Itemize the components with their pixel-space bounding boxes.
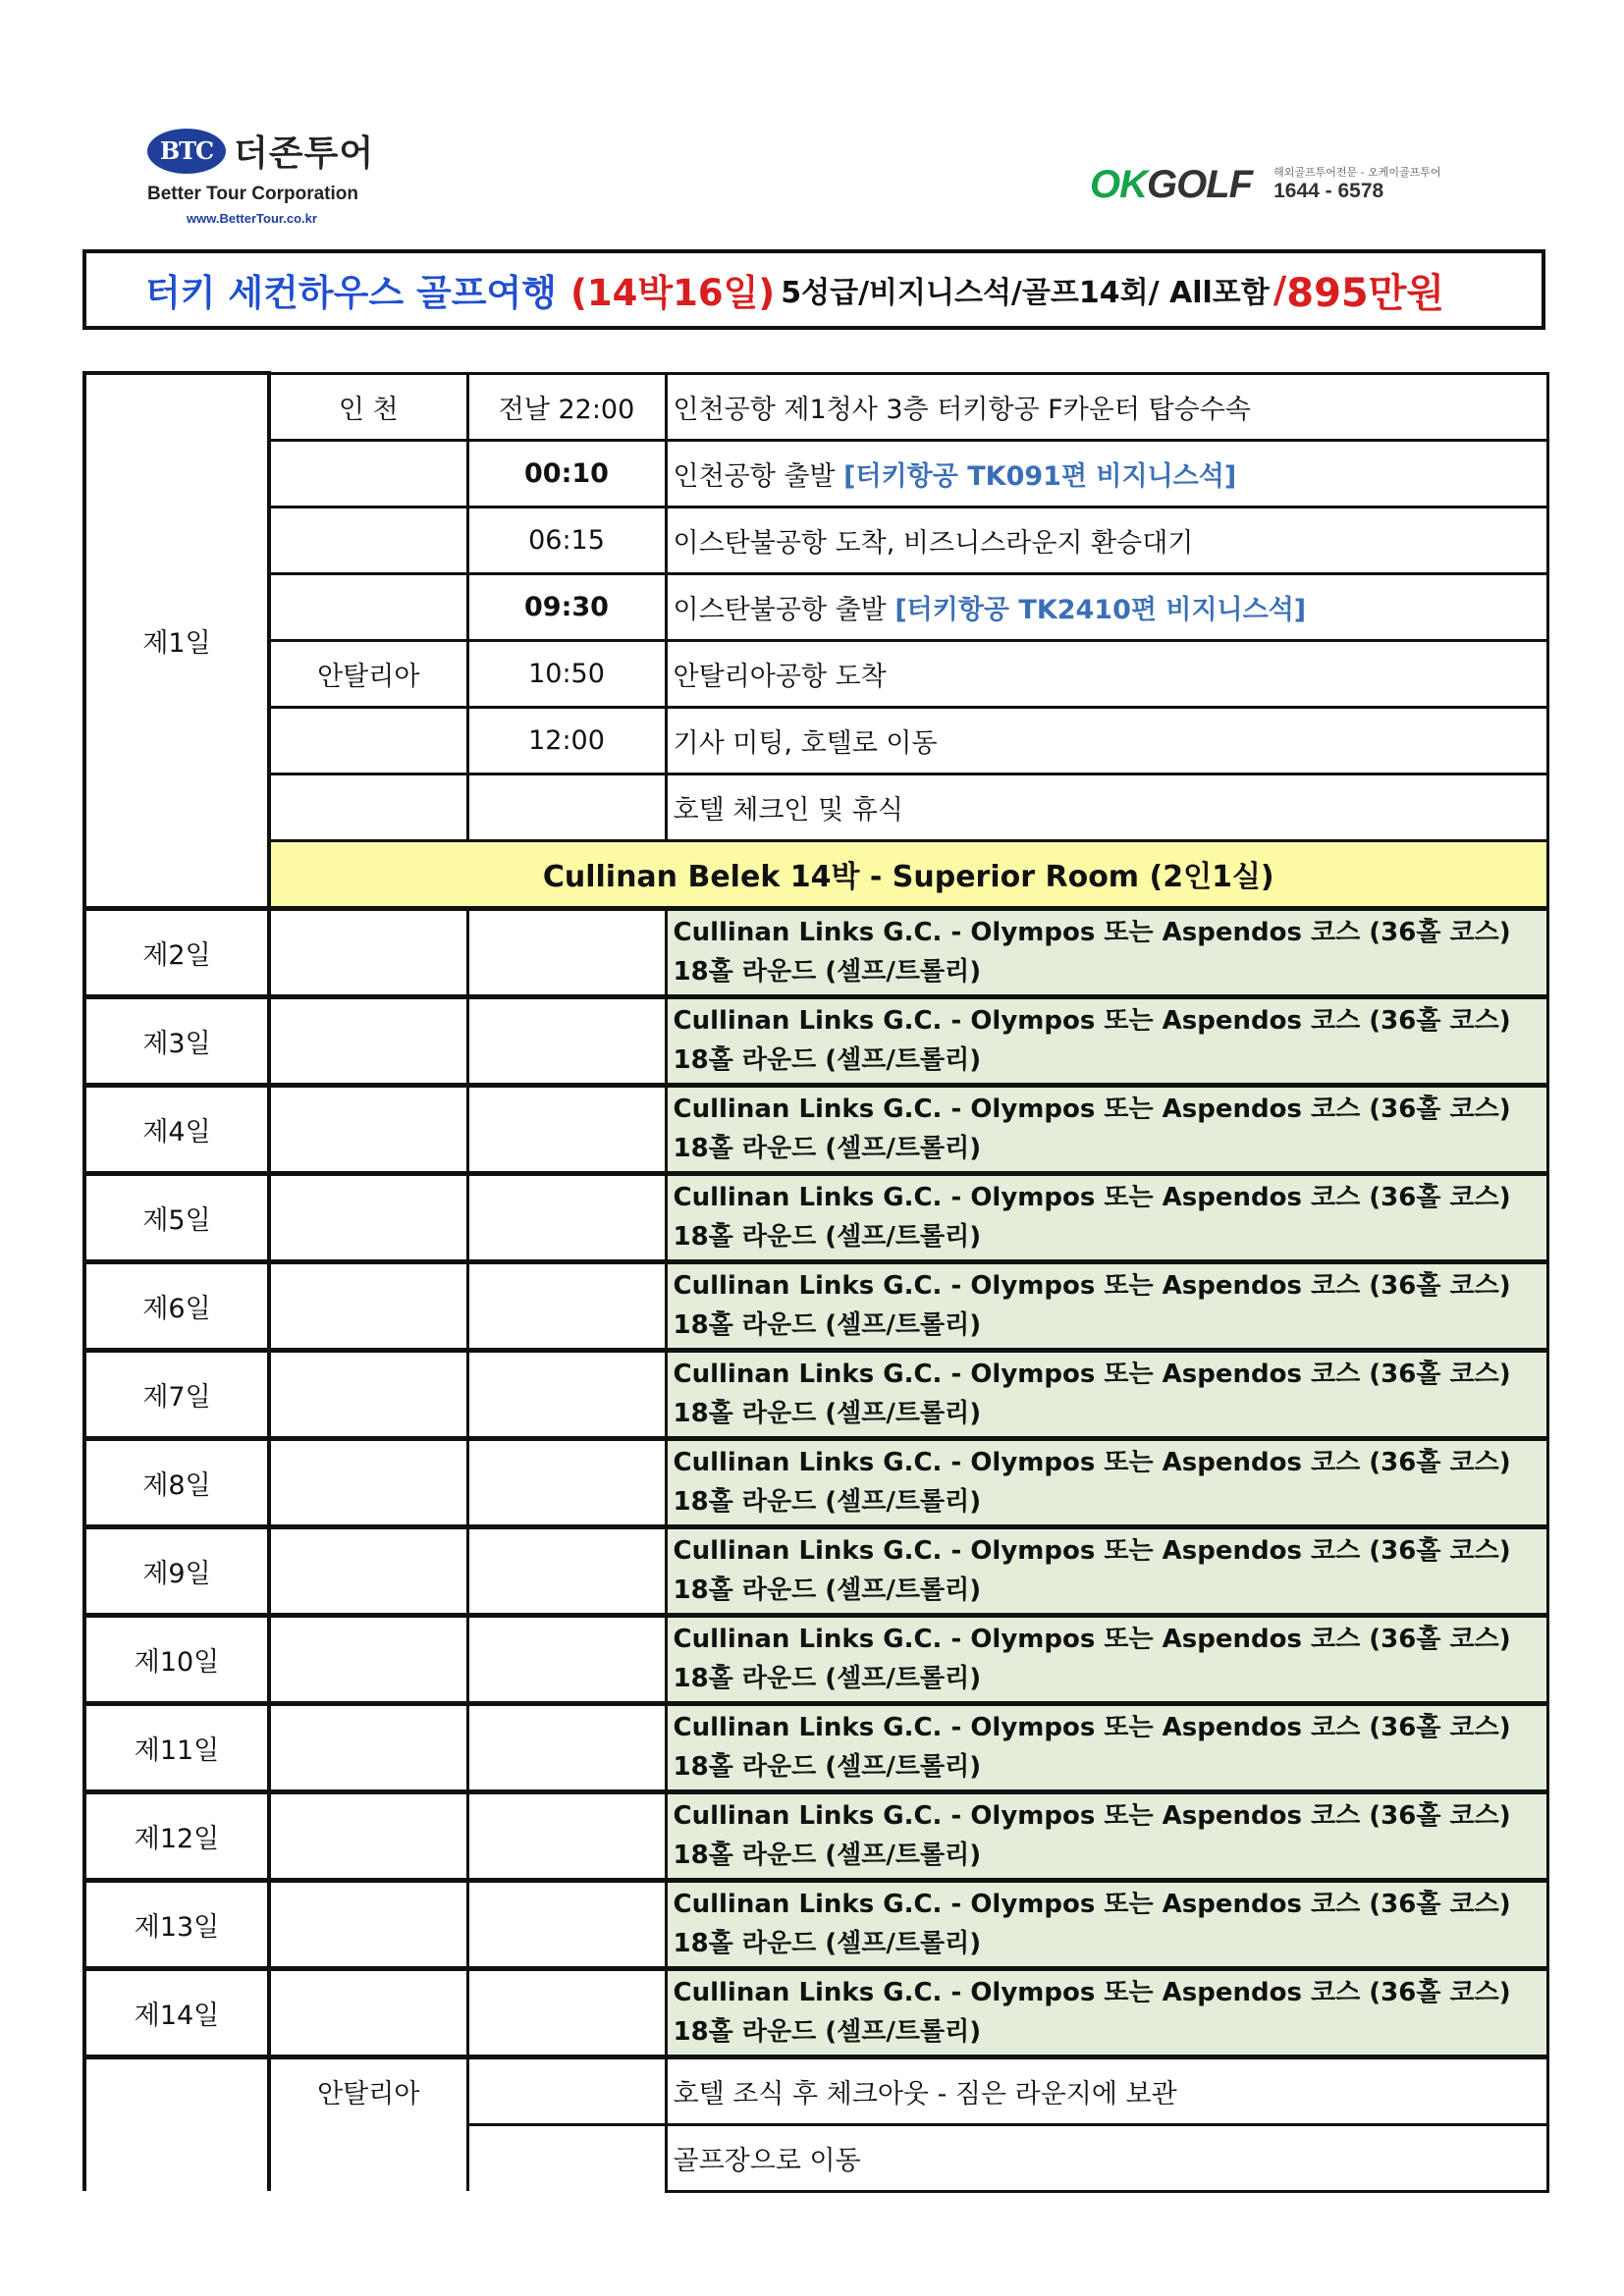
desc-text: 이스탄불공항 도착, 비즈니스라운지 환승대기 <box>673 527 1194 559</box>
golf-course: Cullinan Links G.C. - Olympos 또는 Aspendos 코스 (36홀 코스) <box>673 1183 1511 1212</box>
btc-url: www.BetterTour.co.kr <box>187 211 317 226</box>
place-cell: 인 천 <box>269 373 467 440</box>
place-cell: 안탈리아 <box>269 2056 467 2124</box>
golf-round: 18홀 라운드 (셀프/트롤리) <box>673 1399 982 1428</box>
desc-text: 인천공항 출발 <box>673 460 844 492</box>
place-cell <box>269 1968 467 2056</box>
okgolf-ok: OK <box>1090 162 1147 206</box>
golf-course: Cullinan Links G.C. - Olympos 또는 Aspendos 코스 (36홀 코스) <box>673 1095 1511 1124</box>
day-label: 제12일 <box>84 1791 269 1880</box>
table-row <box>84 1261 1547 1350</box>
table-row <box>84 1438 1547 1526</box>
time-cell <box>467 1703 666 1791</box>
golf-round: 18홀 라운드 (셀프/트롤리) <box>673 1929 982 1958</box>
desc-cell <box>666 2124 1547 2191</box>
desc-text: 안탈리아공항 도착 <box>673 661 887 692</box>
golf-course: Cullinan Links G.C. - Olympos 또는 Aspendos 코스 (36홀 코스) <box>673 1890 1511 1919</box>
golf-desc-cell <box>666 1526 1547 1615</box>
golf-desc-cell <box>666 1173 1547 1261</box>
tour-price: 895만원 <box>1286 270 1445 316</box>
golf-round: 18홀 라운드 (셀프/트롤리) <box>673 1752 982 1782</box>
place-cell <box>269 507 467 573</box>
table-row <box>84 774 1547 840</box>
day-label: 제4일 <box>84 1085 269 1173</box>
golf-desc-cell <box>666 1085 1547 1173</box>
golf-course: Cullinan Links G.C. - Olympos 또는 Aspendos 코스 (36홀 코스) <box>673 1536 1511 1566</box>
desc-cell <box>666 373 1547 440</box>
day-label: 제13일 <box>84 1880 269 1968</box>
table-row <box>84 840 1547 908</box>
time-cell <box>467 1261 666 1350</box>
time-cell <box>467 1880 666 1968</box>
day-label: 제9일 <box>84 1526 269 1615</box>
flight-info: [터키항공 TK091편 비지니스석] <box>843 460 1237 492</box>
okgolf-phone: 1644 - 6578 <box>1273 179 1384 202</box>
time-cell: 12:00 <box>467 707 666 774</box>
okgolf-golf: GOLF <box>1147 162 1253 206</box>
time-cell <box>467 2124 666 2191</box>
table-row <box>84 507 1547 573</box>
desc-cell <box>666 2056 1547 2124</box>
desc-text: 골프장으로 이동 <box>673 2145 861 2176</box>
time-cell <box>467 1438 666 1526</box>
table-row <box>84 373 1547 440</box>
table-row <box>84 1968 1547 2056</box>
golf-round: 18홀 라운드 (셀프/트롤리) <box>673 1222 982 1252</box>
day-label: 제14일 <box>84 1968 269 2056</box>
time-cell: 09:30 <box>467 573 666 640</box>
golf-desc-cell <box>666 996 1547 1085</box>
time-cell <box>467 1526 666 1615</box>
btc-english-name: Better Tour Corporation <box>147 184 358 204</box>
okgolf-logo <box>1090 155 1502 214</box>
table-row <box>84 1880 1547 1968</box>
table-row <box>84 1173 1547 1261</box>
desc-cell <box>666 507 1547 573</box>
okgolf-wordmark <box>1090 163 1252 207</box>
day-label-empty <box>84 2056 269 2191</box>
table-row <box>84 1703 1547 1791</box>
time-cell <box>467 908 666 996</box>
table-row <box>84 440 1547 507</box>
time-cell: 06:15 <box>467 507 666 573</box>
time-cell <box>467 1615 666 1703</box>
place-cell <box>269 1880 467 1968</box>
desc-text: 호텔 체크인 및 휴식 <box>673 794 903 826</box>
golf-course: Cullinan Links G.C. - Olympos 또는 Aspendos 코스 (36홀 코스) <box>673 1801 1511 1831</box>
place-cell <box>269 1350 467 1438</box>
flight-info: [터키항공 TK2410편 비지니스석] <box>894 594 1307 625</box>
table-row <box>84 1526 1547 1615</box>
place-cell <box>269 1526 467 1615</box>
golf-desc-cell <box>666 908 1547 996</box>
title-slash: / <box>1272 268 1287 311</box>
time-cell <box>467 1791 666 1880</box>
table-row <box>84 573 1547 640</box>
place-cell <box>269 908 467 996</box>
hotel-banner: Cullinan Belek 14박 - Superior Room (2인1실) <box>269 840 1547 908</box>
table-row <box>84 1791 1547 1880</box>
golf-round: 18홀 라운드 (셀프/트롤리) <box>673 1045 982 1075</box>
golf-course: Cullinan Links G.C. - Olympos 또는 Aspendos 코스 (36홀 코스) <box>673 1713 1511 1742</box>
golf-course: Cullinan Links G.C. - Olympos 또는 Aspendos 코스 (36홀 코스) <box>673 1978 1511 2007</box>
day-label: 제11일 <box>84 1703 269 1791</box>
golf-course: Cullinan Links G.C. - Olympos 또는 Aspendos 코스 (36홀 코스) <box>673 1625 1511 1654</box>
day-label: 제8일 <box>84 1438 269 1526</box>
golf-round: 18홀 라운드 (셀프/트롤리) <box>673 1664 982 1693</box>
time-cell <box>467 996 666 1085</box>
day-label: 제6일 <box>84 1261 269 1350</box>
golf-course: Cullinan Links G.C. - Olympos 또는 Aspendos 코스 (36홀 코스) <box>673 918 1511 947</box>
golf-desc-cell <box>666 1350 1547 1438</box>
day-label: 제10일 <box>84 1615 269 1703</box>
golf-round: 18홀 라운드 (셀프/트롤리) <box>673 957 982 987</box>
table-row <box>84 640 1547 707</box>
golf-desc-cell <box>666 1791 1547 1880</box>
golf-round: 18홀 라운드 (셀프/트롤리) <box>673 1134 982 1163</box>
tour-title-box <box>82 249 1545 330</box>
golf-round: 18홀 라운드 (셀프/트롤리) <box>673 2017 982 2047</box>
desc-text: 이스탄불공항 출발 <box>673 594 895 625</box>
place-cell: 안탈리아 <box>269 640 467 707</box>
desc-cell <box>666 440 1547 507</box>
golf-desc-cell <box>666 1968 1547 2056</box>
place-cell <box>269 1085 467 1173</box>
desc-cell <box>666 573 1547 640</box>
golf-round: 18홀 라운드 (셀프/트롤리) <box>673 1575 982 1605</box>
day-label: 제1일 <box>84 373 269 908</box>
day-label: 제2일 <box>84 908 269 996</box>
place-cell <box>269 1261 467 1350</box>
btc-badge: BTC <box>147 129 226 174</box>
place-cell <box>269 573 467 640</box>
desc-text: 인천공항 제1청사 3층 터키항공 F카운터 탑승수속 <box>673 394 1251 425</box>
time-cell: 10:50 <box>467 640 666 707</box>
time-cell <box>467 1173 666 1261</box>
day-label: 제5일 <box>84 1173 269 1261</box>
desc-cell <box>666 640 1547 707</box>
time-cell <box>467 1968 666 2056</box>
golf-desc-cell <box>666 1438 1547 1526</box>
place-cell <box>269 1438 467 1526</box>
place-cell <box>269 996 467 1085</box>
time-cell: 전날 22:00 <box>467 373 666 440</box>
golf-desc-cell <box>666 1703 1547 1791</box>
place-cell <box>269 440 467 507</box>
place-cell <box>269 1791 467 1880</box>
btc-logo <box>147 126 403 234</box>
table-row <box>84 1615 1547 1703</box>
tour-description: 5성급/비지니스석/골프14회/ All포함 <box>781 276 1270 310</box>
table-row <box>84 1085 1547 1173</box>
day-label: 제7일 <box>84 1350 269 1438</box>
table-row <box>84 1350 1547 1438</box>
place-cell <box>269 1703 467 1791</box>
table-row <box>84 2124 1547 2191</box>
golf-desc-cell <box>666 1615 1547 1703</box>
table-row <box>84 996 1547 1085</box>
place-cell <box>269 2124 467 2191</box>
golf-round: 18홀 라운드 (셀프/트롤리) <box>673 1841 982 1870</box>
golf-desc-cell <box>666 1261 1547 1350</box>
place-cell <box>269 707 467 774</box>
table-row <box>84 707 1547 774</box>
table-row <box>84 908 1547 996</box>
golf-course: Cullinan Links G.C. - Olympos 또는 Aspendos 코스 (36홀 코스) <box>673 1448 1511 1477</box>
golf-course: Cullinan Links G.C. - Olympos 또는 Aspendos 코스 (36홀 코스) <box>673 1360 1511 1389</box>
desc-cell <box>666 707 1547 774</box>
place-cell <box>269 1173 467 1261</box>
golf-course: Cullinan Links G.C. - Olympos 또는 Aspendos 코스 (36홀 코스) <box>673 1006 1511 1036</box>
schedule-table <box>82 371 1549 2193</box>
desc-text: 호텔 조식 후 체크아웃 - 짐은 라운지에 보관 <box>673 2078 1177 2109</box>
tour-title: 터키 세컨하우스 골프여행 <box>145 272 557 314</box>
time-cell <box>467 1085 666 1173</box>
golf-course: Cullinan Links G.C. - Olympos 또는 Aspendos 코스 (36홀 코스) <box>673 1271 1511 1301</box>
golf-round: 18홀 라운드 (셀프/트롤리) <box>673 1487 982 1517</box>
day-label: 제3일 <box>84 996 269 1085</box>
time-cell <box>467 2056 666 2124</box>
golf-desc-cell <box>666 1880 1547 1968</box>
btc-korean-name: 더존투어 <box>234 133 375 174</box>
desc-cell <box>666 774 1547 840</box>
time-cell <box>467 774 666 840</box>
time-cell: 00:10 <box>467 440 666 507</box>
okgolf-info <box>1273 167 1440 201</box>
place-cell <box>269 774 467 840</box>
okgolf-tagline: 해외골프투어전문 - 오케이골프투어 <box>1273 166 1441 180</box>
place-cell <box>269 1615 467 1703</box>
desc-text: 기사 미팅, 호텔로 이동 <box>673 727 938 759</box>
tour-duration: (14박16일) <box>569 272 776 314</box>
table-row <box>84 2056 1547 2124</box>
time-cell <box>467 1350 666 1438</box>
golf-round: 18홀 라운드 (셀프/트롤리) <box>673 1310 982 1340</box>
